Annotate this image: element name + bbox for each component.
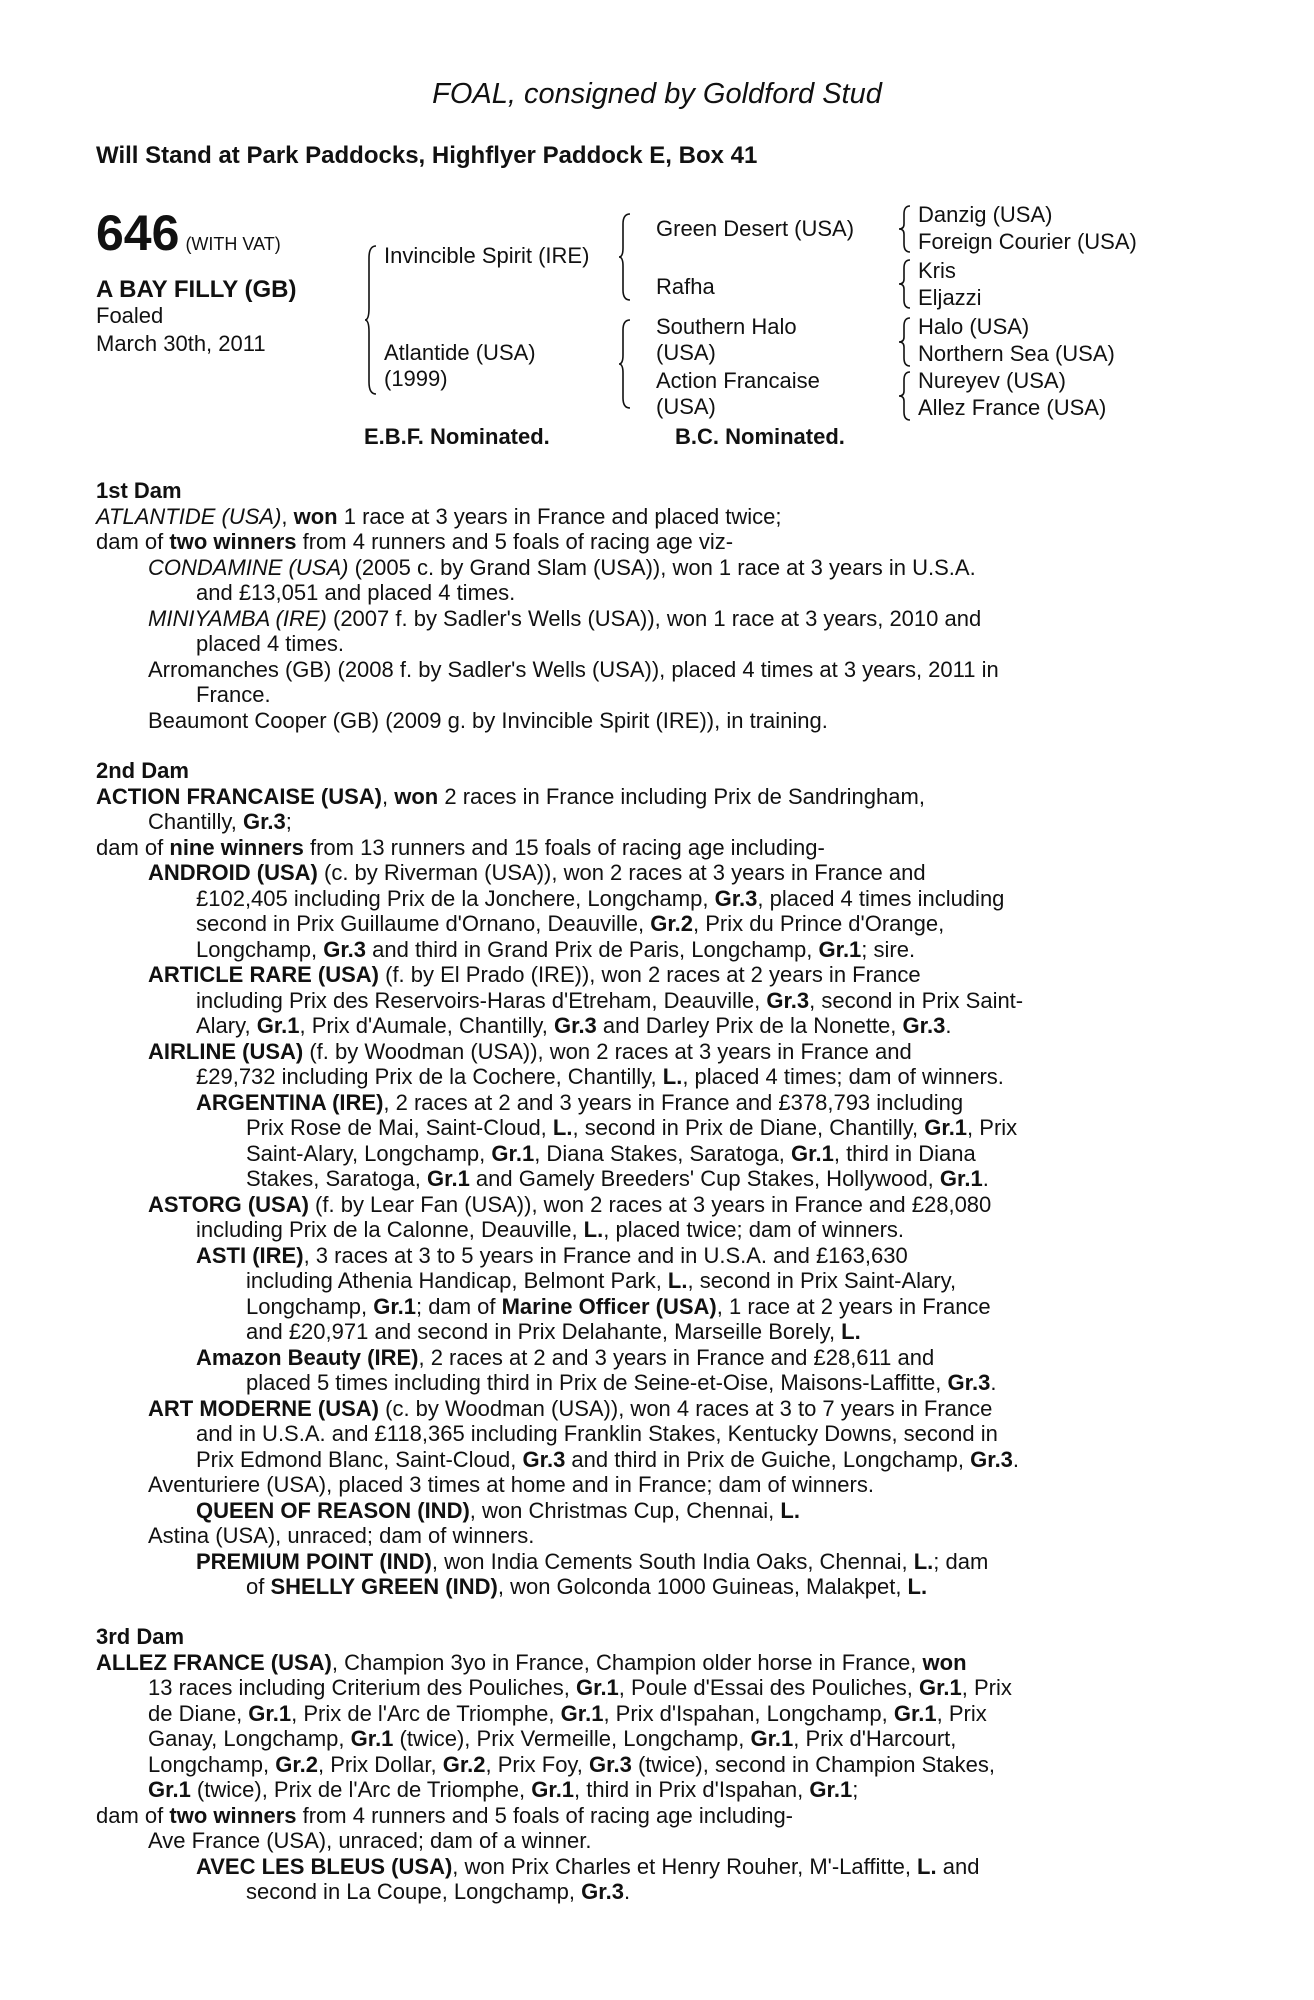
bold-text: Gr.1 <box>893 1700 937 1726</box>
pedigree-gen3-2: Foreign Courier (USA) <box>918 229 1137 254</box>
text-segment: (twice), second in Champion Stakes, <box>631 1751 996 1777</box>
text-segment: £29,732 including Prix de la Cochere, Chantilly, <box>196 1064 663 1089</box>
italic-text: MINIYAMBA (IRE) <box>148 605 327 631</box>
text-segment: , Prix d'Ispahan, Longchamp, <box>603 1700 894 1726</box>
text-segment: , Prix <box>936 1700 987 1726</box>
text-segment: , Poule d'Essai des Pouliches, <box>618 1675 919 1700</box>
bold-text: Gr.1 <box>248 1700 292 1726</box>
text-segment: (f. by Woodman (USA)), won 2 races at 3 years in France and <box>303 1038 912 1064</box>
bold-text: Gr.1 <box>256 1013 300 1038</box>
bold-text: Gr.1 <box>148 1777 191 1802</box>
text-line <box>96 708 1206 734</box>
bold-text: ART MODERNE (USA) <box>148 1395 379 1421</box>
text-line <box>96 1115 1206 1141</box>
text-segment: . <box>1012 1446 1020 1472</box>
text-segment: and third in Grand Prix de Paris, Longchamp, <box>366 936 819 962</box>
text-segment: Prix Edmond Blanc, Saint-Cloud, <box>196 1446 523 1472</box>
bold-text: ARTICLE RARE (USA) <box>148 962 379 987</box>
text-segment: , 2 races at 2 and 3 years in France and £378,793 including <box>383 1089 964 1115</box>
text-segment: (2007 f. by Sadler's Wells (USA)), won 1 race at 3 years, 2010 and <box>326 605 982 631</box>
text-segment: , Prix <box>961 1675 1012 1700</box>
text-line <box>96 1574 1206 1600</box>
pedigree-dam-name: Atlantide (USA) <box>384 340 536 365</box>
text-line <box>96 1828 1206 1854</box>
lot-number: 646 <box>96 205 180 261</box>
text-segment: 1 race at 3 years in France and placed twice; <box>337 503 782 529</box>
text-segment: , Prix d'Aumale, Chantilly, <box>299 1013 554 1038</box>
bold-text: two winners <box>169 529 297 554</box>
first-dam-section <box>96 478 1206 733</box>
text-segment: , 3 races at 3 to 5 years in France and in U.S.A. and £163,630 <box>303 1242 908 1268</box>
text-line <box>96 1370 1206 1396</box>
bold-text: L. <box>917 1853 937 1879</box>
text-line <box>96 1879 1206 1905</box>
bc-nominated: B.C. Nominated. <box>675 424 845 449</box>
bold-text: Gr.2 <box>650 911 694 936</box>
text-line <box>96 504 1206 530</box>
pedigree-dam-sire <box>656 314 797 366</box>
text-segment: of <box>246 1574 271 1599</box>
text-segment: Beaumont Cooper (GB) (2009 g. by Invincible Spirit (IRE)), in training. <box>148 707 828 733</box>
vat-label: (WITH VAT) <box>185 234 281 254</box>
bold-text: Gr.1 <box>939 1166 983 1191</box>
bold-text: Gr.3 <box>553 1013 597 1038</box>
text-line <box>96 1803 1206 1829</box>
text-segment: second in La Coupe, Longchamp, <box>246 1879 582 1904</box>
bold-text: Gr.1 <box>924 1115 968 1140</box>
text-segment: and Gamely Breeders' Cup Stakes, Hollywood, <box>469 1166 940 1191</box>
pedigree-gen3-3: Kris <box>918 258 956 283</box>
text-segment: £102,405 including Prix de la Jonchere, Longchamp, <box>196 885 715 911</box>
foaled-date: March 30th, 2011 <box>96 331 266 356</box>
text-segment: 2 races in France including Prix de Sandringham, <box>438 783 925 809</box>
text-line <box>96 988 1206 1014</box>
text-segment: including Prix des Reservoirs-Haras d'Etreham, Deauville, <box>196 987 767 1013</box>
bold-text: ARGENTINA (IRE) <box>196 1089 384 1115</box>
text-line <box>96 580 1206 606</box>
text-segment: from 4 runners and 5 foals of racing age viz- <box>296 529 734 554</box>
text-line <box>96 1421 1206 1447</box>
text-segment: dam of <box>96 529 170 554</box>
pedigree-brace-dd <box>898 370 912 422</box>
bold-text: L. <box>907 1574 928 1599</box>
pedigree-gen3-4: Eljazzi <box>918 285 982 310</box>
ebf-nominated: E.B.F. Nominated. <box>364 424 550 449</box>
text-segment: ; sire. <box>861 936 916 962</box>
bold-text: Gr.3 <box>970 1446 1013 1472</box>
text-segment: , Prix du Prince d'Orange, <box>693 911 945 936</box>
text-segment: , <box>382 783 395 809</box>
text-segment: and £20,971 and second in Prix Delahante, Marseille Borely, <box>246 1319 842 1344</box>
pedigree-gen3-8: Allez France (USA) <box>918 395 1107 420</box>
lot-description: A BAY FILLY (GB) <box>96 276 297 303</box>
text-line <box>96 529 1206 555</box>
text-segment: Chantilly, <box>148 809 243 834</box>
text-line <box>96 1039 1206 1065</box>
bold-text: won <box>394 783 439 809</box>
pedigree-sire-dam: Rafha <box>656 274 715 299</box>
text-segment: , placed 4 times; dam of winners. <box>682 1064 1004 1089</box>
text-segment: from 13 runners and 15 foals of racing age including- <box>303 834 825 860</box>
pedigree-gen3-5: Halo (USA) <box>918 314 1030 339</box>
bold-text: nine winners <box>169 834 304 860</box>
lot-number-block <box>96 204 281 262</box>
bold-text: Gr.1 <box>491 1140 535 1166</box>
text-segment: including Prix de la Calonne, Deauville, <box>196 1217 584 1242</box>
text-line <box>96 1064 1206 1090</box>
third-dam-lines <box>96 1650 1206 1905</box>
text-segment: , <box>281 503 294 529</box>
pedigree-sire: Invincible Spirit (IRE) <box>384 243 590 268</box>
text-segment: , 1 race at 2 years in France <box>716 1293 991 1319</box>
text-segment: Arromanches (GB) (2008 f. by Sadler's Wells (USA)), placed 4 times at 3 years, 2011 in <box>148 656 999 682</box>
text-line <box>96 1166 1206 1192</box>
first-dam-lines <box>96 504 1206 734</box>
text-line <box>96 1345 1206 1371</box>
text-segment: , won Christmas Cup, Chennai, <box>469 1497 781 1523</box>
text-segment: Aventuriere (USA), placed 3 times at home and in France; dam of winners. <box>148 1472 874 1497</box>
text-segment: Stakes, Saratoga, <box>246 1166 427 1191</box>
text-segment: , Champion 3yo in France, Champion older horse in France, <box>331 1649 923 1675</box>
text-segment: (c. by Woodman (USA)), won 4 races at 3 to 7 years in France <box>379 1395 993 1421</box>
text-segment: dam of <box>96 834 170 860</box>
second-dam-section <box>96 758 1206 1600</box>
text-line <box>96 809 1206 835</box>
text-segment: and third in Prix de Guiche, Longchamp, <box>565 1446 971 1472</box>
bold-text: PREMIUM POINT (IND) <box>196 1548 432 1574</box>
text-line <box>96 937 1206 963</box>
text-segment: and £13,051 and placed 4 times. <box>196 580 516 605</box>
text-segment: . <box>623 1879 631 1904</box>
text-segment: (twice), Prix de l'Arc de Triomphe, <box>190 1777 532 1802</box>
text-segment: . <box>982 1166 989 1191</box>
bold-text: Gr.3 <box>323 936 367 962</box>
text-segment: France. <box>196 682 271 707</box>
text-segment: Prix Rose de Mai, Saint-Cloud, <box>246 1115 553 1140</box>
text-segment: , Prix Dollar, <box>318 1751 443 1777</box>
text-line <box>96 1752 1206 1778</box>
text-line <box>96 1549 1206 1575</box>
text-segment: Saint-Alary, Longchamp, <box>246 1140 492 1166</box>
bold-text: L. <box>780 1497 800 1523</box>
text-segment: , won Golconda 1000 Guineas, Malakpet, <box>497 1574 908 1599</box>
bold-text: Marine Officer (USA) <box>501 1293 717 1319</box>
bold-text: QUEEN OF REASON (IND) <box>196 1497 470 1523</box>
second-dam-lines <box>96 784 1206 1600</box>
text-line <box>96 1726 1206 1752</box>
text-segment: ; dam of <box>416 1293 502 1319</box>
text-segment: , Prix Foy, <box>485 1751 590 1777</box>
text-line <box>96 784 1206 810</box>
bold-text: Gr.1 <box>818 936 862 962</box>
text-segment: , second in Prix Saint-Alary, <box>687 1268 957 1293</box>
bold-text: L. <box>662 1064 683 1089</box>
third-dam-heading: 3rd Dam <box>96 1624 185 1649</box>
bold-text: Gr.1 <box>809 1777 853 1802</box>
pedigree-dam-dam-name: Action Francaise <box>656 368 820 393</box>
text-segment: (f. by El Prado (IRE)), won 2 races at 2 years in France <box>379 962 921 987</box>
pedigree-dam-dam-country: (USA) <box>656 394 716 419</box>
text-segment: Ave France (USA), unraced; dam of a winner. <box>148 1828 592 1853</box>
text-segment: dam of <box>96 1802 170 1828</box>
bold-text: Gr.3 <box>581 1879 624 1904</box>
text-line <box>96 886 1206 912</box>
pedigree-gen3-7: Nureyev (USA) <box>918 368 1066 393</box>
text-segment: and in U.S.A. and £118,365 including Franklin Stakes, Kentucky Downs, second in <box>196 1421 998 1446</box>
text-line <box>96 1701 1206 1727</box>
text-line <box>96 1217 1206 1243</box>
text-segment: 13 races including Criterium des Pouliches, <box>148 1675 576 1700</box>
bold-text: ASTI (IRE) <box>196 1242 304 1268</box>
text-line <box>96 682 1206 708</box>
bold-text: Gr.3 <box>522 1446 566 1472</box>
second-dam-heading: 2nd Dam <box>96 758 189 783</box>
bold-text: L. <box>841 1319 861 1344</box>
pedigree-brace-ss <box>898 204 912 254</box>
text-line <box>96 860 1206 886</box>
text-segment: Astina (USA), unraced; dam of winners. <box>148 1523 535 1548</box>
text-line <box>96 631 1206 657</box>
text-line <box>96 1141 1206 1167</box>
text-segment: Alary, <box>196 1013 257 1038</box>
text-line <box>96 1675 1206 1701</box>
pedigree-dam-dam <box>656 368 820 420</box>
text-segment: , 2 races at 2 and 3 years in France and £28,611 and <box>418 1344 935 1370</box>
text-segment: . <box>990 1370 997 1395</box>
bold-text: ACTION FRANCAISE (USA) <box>96 783 382 809</box>
text-line <box>96 911 1206 937</box>
text-segment: , Prix d'Harcourt, <box>793 1726 957 1751</box>
pedigree-dam-sire-name: Southern Halo <box>656 314 797 339</box>
text-line <box>96 1650 1206 1676</box>
stand-location: Will Stand at Park Paddocks, Highflyer Paddock E, Box 41 <box>96 142 758 169</box>
text-line <box>96 962 1206 988</box>
text-line <box>96 657 1206 683</box>
text-segment: placed 5 times including third in Prix de Seine-et-Oise, Maisons-Laffitte, <box>246 1370 948 1395</box>
text-segment: and Darley Prix de la Nonette, <box>596 1013 903 1038</box>
pedigree-gen3-1: Danzig (USA) <box>918 202 1053 227</box>
text-segment: ; <box>852 1777 859 1802</box>
text-line <box>96 1854 1206 1880</box>
text-segment: , second in Prix Saint- <box>809 987 1024 1013</box>
bold-text: ANDROID (USA) <box>148 860 318 885</box>
bold-text: SHELLY GREEN (IND) <box>270 1574 498 1599</box>
bold-text: L. <box>552 1115 573 1140</box>
text-segment: (twice), Prix Vermeille, Longchamp, <box>393 1726 751 1751</box>
text-segment: (2005 c. by Grand Slam (USA)), won 1 race at 3 years in U.S.A. <box>348 554 976 580</box>
text-segment: , second in Prix de Diane, Chantilly, <box>572 1115 925 1140</box>
page-title: FOAL, consigned by Goldford Stud <box>432 78 882 110</box>
bold-text: won <box>293 503 338 529</box>
text-segment: and <box>936 1853 980 1879</box>
text-segment: ; <box>285 809 292 834</box>
bold-text: Gr.2 <box>442 1751 486 1777</box>
italic-text: ATLANTIDE (USA) <box>96 503 282 529</box>
text-segment: Longchamp, <box>246 1293 374 1319</box>
bold-text: Gr.1 <box>575 1675 619 1700</box>
text-line <box>96 1268 1206 1294</box>
italic-text: CONDAMINE (USA) <box>148 554 349 580</box>
pedigree-dam-year: (1999) <box>384 366 448 391</box>
pedigree-brace-dam <box>618 318 632 410</box>
bold-text: ASTORG (USA) <box>148 1191 309 1217</box>
bold-text: Amazon Beauty (IRE) <box>196 1344 419 1370</box>
bold-text: Gr.2 <box>275 1751 319 1777</box>
text-line <box>96 1243 1206 1269</box>
text-segment: (c. by Riverman (USA)), won 2 races at 3 years in France and <box>317 860 926 885</box>
text-line <box>96 1090 1206 1116</box>
bold-text: L. <box>913 1548 934 1574</box>
pedigree-brace-main <box>364 244 378 396</box>
bold-text: two winners <box>169 1802 297 1828</box>
bold-text: L. <box>583 1217 604 1242</box>
text-line <box>96 1294 1206 1320</box>
bold-text: Gr.1 <box>531 1777 575 1802</box>
bold-text: Gr.3 <box>589 1751 632 1777</box>
pedigree-sire-sire: Green Desert (USA) <box>656 216 855 241</box>
bold-text: Gr.3 <box>714 885 758 911</box>
bold-text: Gr.1 <box>791 1140 834 1166</box>
text-segment: , Diana Stakes, Saratoga, <box>534 1140 792 1166</box>
text-line <box>96 835 1206 861</box>
text-segment: (f. by Lear Fan (USA)), won 2 races at 3 years in France and £28,080 <box>308 1191 992 1217</box>
bold-text: Gr.3 <box>766 987 810 1013</box>
pedigree-dam-sire-country: (USA) <box>656 340 716 365</box>
foaled-label: Foaled <box>96 303 164 328</box>
text-line <box>96 555 1206 581</box>
bold-text: won <box>922 1649 967 1675</box>
text-line <box>96 1498 1206 1524</box>
text-segment: . <box>945 1013 952 1038</box>
text-segment: , won Prix Charles et Henry Rouher, M'-Laffitte, <box>452 1853 918 1879</box>
bold-text: Gr.1 <box>427 1166 470 1191</box>
text-line <box>96 606 1206 632</box>
text-line <box>96 1472 1206 1498</box>
bold-text: Gr.3 <box>947 1370 991 1395</box>
bold-text: AIRLINE (USA) <box>148 1038 304 1064</box>
bold-text: Gr.1 <box>918 1675 962 1700</box>
text-line <box>96 1447 1206 1473</box>
bold-text: L. <box>667 1268 688 1293</box>
foaled-info <box>96 302 266 358</box>
bold-text: ALLEZ FRANCE (USA) <box>96 1649 332 1675</box>
pedigree-brace-sd <box>898 258 912 310</box>
text-line <box>96 1396 1206 1422</box>
text-segment: de Diane, <box>148 1700 249 1726</box>
text-segment: , Prix <box>967 1115 1018 1140</box>
text-segment: , won India Cements South India Oaks, Chennai, <box>431 1548 914 1574</box>
text-segment: Longchamp, <box>196 936 324 962</box>
text-segment: , Prix de l'Arc de Triomphe, <box>291 1700 561 1726</box>
text-segment: , third in Prix d'Ispahan, <box>574 1777 810 1802</box>
text-line <box>96 1013 1206 1039</box>
text-segment: Longchamp, <box>148 1751 276 1777</box>
text-segment: , placed 4 times including <box>757 885 1005 911</box>
bold-text: Gr.1 <box>750 1726 794 1751</box>
third-dam-section <box>96 1624 1206 1905</box>
text-segment: , placed twice; dam of winners. <box>603 1217 905 1242</box>
text-line <box>96 1523 1206 1549</box>
pedigree-brace-sire <box>618 212 632 302</box>
bold-text: Gr.1 <box>350 1726 394 1751</box>
text-line <box>96 1777 1206 1803</box>
text-segment: , third in Diana <box>833 1140 976 1166</box>
bold-text: Gr.3 <box>902 1013 946 1038</box>
text-line <box>96 1192 1206 1218</box>
bold-text: Gr.3 <box>242 809 286 834</box>
text-segment: Ganay, Longchamp, <box>148 1726 351 1751</box>
text-segment: second in Prix Guillaume d'Ornano, Deauville, <box>196 911 651 936</box>
pedigree-dam <box>384 340 536 392</box>
pedigree-brace-ds <box>898 316 912 368</box>
text-segment: placed 4 times. <box>196 631 344 656</box>
bold-text: AVEC LES BLEUS (USA) <box>196 1853 453 1879</box>
bold-text: Gr.1 <box>373 1293 417 1319</box>
first-dam-heading: 1st Dam <box>96 478 182 503</box>
text-line <box>96 1319 1206 1345</box>
text-segment: from 4 runners and 5 foals of racing age including- <box>296 1802 794 1828</box>
text-segment: ; dam <box>933 1548 989 1574</box>
bold-text: Gr.1 <box>560 1700 604 1726</box>
text-segment: including Athenia Handicap, Belmont Park, <box>246 1268 668 1293</box>
pedigree-gen3-6: Northern Sea (USA) <box>918 341 1115 366</box>
